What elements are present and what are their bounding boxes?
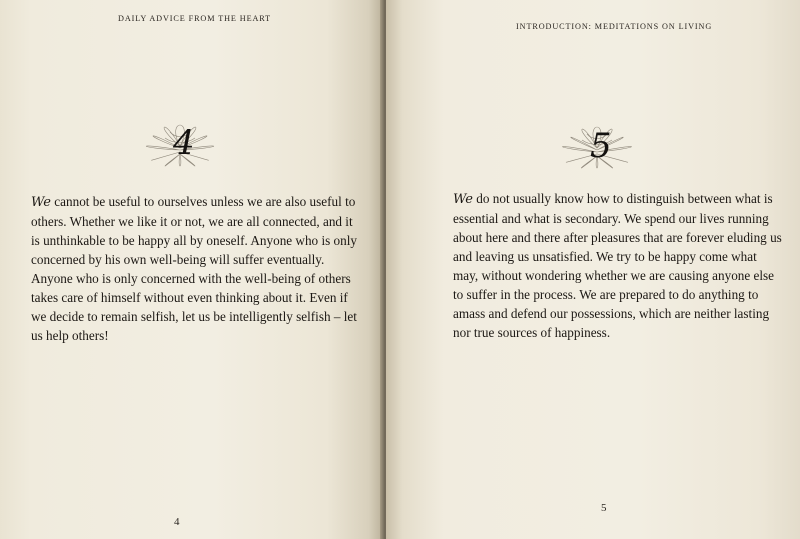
initial-word: We (31, 195, 51, 210)
text-line: us help others! (31, 328, 109, 343)
text-line: essential and what is secondary. We spend our lives running (453, 211, 769, 226)
text-line: we decide to remain selfish, let us be intelligently selfish – let (31, 309, 357, 324)
page-number: 4 (174, 516, 180, 528)
text-line (31, 192, 356, 212)
lotus-ornament (125, 108, 235, 178)
running-head: DAILY ADVICE FROM THE HEART (118, 14, 272, 23)
text-line: Anyone who is only concerned with the well-being of others (31, 271, 351, 286)
ornament-numeral: 4 (173, 123, 195, 163)
ornament-numeral: 5 (590, 126, 612, 166)
text-line: others. Whether we like it or not, we are all connected, and it (31, 214, 353, 229)
lotus-ornament (541, 112, 653, 180)
meditation-text (31, 192, 357, 345)
text-line-content: cannot be useful to ourselves unless we are also useful to (51, 194, 356, 209)
right-page (386, 0, 800, 539)
text-line: about here and there after pleasures that are forever eluding us (453, 230, 782, 245)
text-line: may, without wondering whether we are causing anyone else (453, 268, 775, 283)
text-line: amass and defend our possessions, which are neither lasting (453, 306, 770, 321)
text-line-content: do not usually know how to distinguish between what is (473, 191, 773, 206)
meditation-text (453, 189, 782, 342)
text-line: takes care of himself without even thinking about it. Even if (31, 290, 348, 305)
text-line: is unthinkable to be happy all by oneself. Anyone who is only (31, 233, 357, 248)
left-page (0, 0, 384, 539)
text-line: concerned by his own well-being will suffer eventually. (31, 252, 325, 267)
text-line: nor true sources of happiness. (453, 325, 611, 340)
initial-word: We (453, 192, 473, 207)
text-line: and leaving us unsatisfied. We try to be happy come what (453, 249, 757, 264)
text-line (453, 189, 773, 209)
running-head: INTRODUCTION: MEDITATIONS ON LIVING (516, 22, 713, 31)
text-line: to suffer in the process. We are prepared to do anything to (453, 287, 759, 302)
page-number: 5 (601, 502, 607, 514)
